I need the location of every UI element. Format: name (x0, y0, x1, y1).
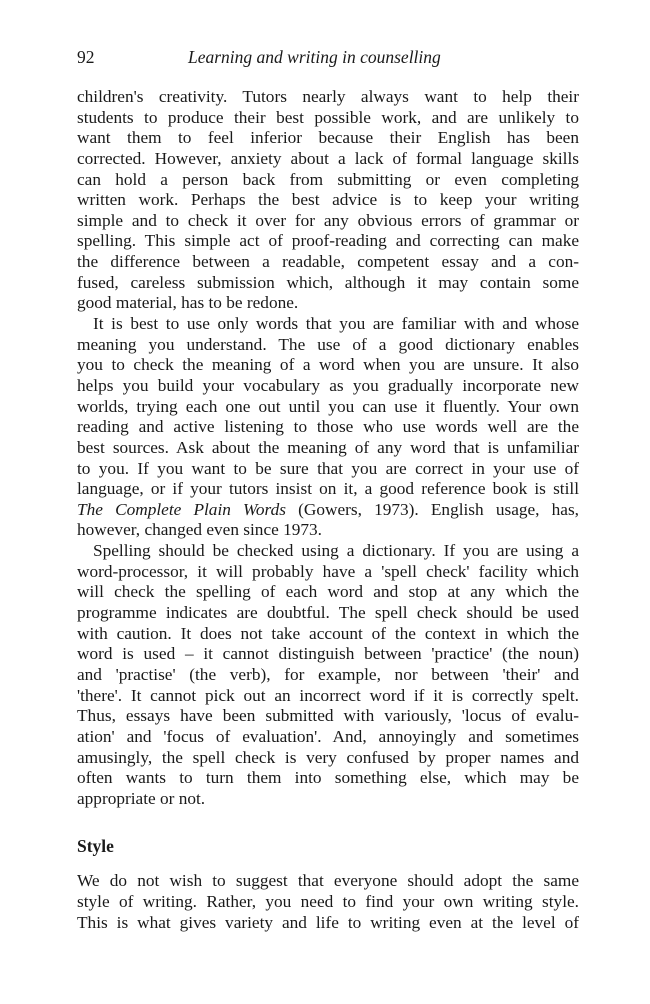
paragraph (77, 314, 579, 541)
text-line: fused, careless submission which, although it may contain some (77, 272, 579, 292)
citation-text: (Gowers, 1973). English usage, has, (285, 499, 579, 519)
paragraph (77, 87, 579, 314)
text-line: want them to feel inferior because their English has been (77, 128, 579, 148)
book-title: The Complete Plain Words (77, 499, 286, 519)
text-line: programme indicates are doubtful. The spell check should be used (77, 603, 579, 623)
section-heading: Style (77, 836, 114, 857)
text-line: language, or if your tutors insist on it, a good reference book is still (77, 479, 579, 499)
text-line: can hold a person back from submitting or even completing (77, 169, 579, 189)
text-line: worlds, trying each one out until you can use it fluently. Your own (77, 396, 579, 416)
text-line: This is what gives variety and life to writing even at the level of (77, 912, 579, 932)
text-line: students to produce their best possible work, and are unlikely to (77, 107, 579, 127)
text-line: often wants to turn them into something else, which may be (77, 768, 579, 788)
paragraph (77, 541, 579, 809)
book-page (77, 45, 579, 933)
text-line: the difference between a readable, competent essay and a con- (77, 252, 579, 272)
running-head (77, 45, 579, 69)
text-line: children's creativity. Tutors nearly always want to help their (77, 87, 579, 106)
text-line: good material, has to be redone. (77, 293, 299, 313)
text-line: helps you build your vocabulary as you gradually incorporate new (77, 375, 579, 395)
running-title: Learning and writing in counselling (188, 47, 441, 67)
text-line: simple and to check it over for any obvious errors of grammar or (77, 210, 579, 230)
text-line: spelling. This simple act of proof-reading and correcting can make (77, 231, 579, 251)
text-line: appropriate or not. (77, 788, 206, 808)
text-line: you to check the meaning of a word when you are unsure. It also (77, 355, 579, 375)
text-line: We do not wish to suggest that everyone should adopt the same (77, 871, 579, 891)
style-section (77, 835, 579, 933)
text-line: It is best to use only words that you are familiar with and whose (93, 314, 579, 334)
text-line: best sources. Ask about the meaning of any word that is unfamiliar (77, 437, 579, 457)
text-line: will check the spelling of each word and stop at any which the (77, 582, 579, 602)
text-line: however, changed even since 1973. (77, 520, 322, 540)
text-line: written work. Perhaps the best advice is to keep your writing (77, 190, 579, 210)
text-line: amusingly, the spell check is very confused by proper names and (77, 747, 579, 767)
text-line: reading and active listening to those who use words well are the (77, 417, 579, 437)
text-line: and 'practise' (the verb), for example, nor between 'their' and (77, 664, 579, 684)
text-line: with caution. It does not take account of the context in which the (77, 623, 579, 643)
text-line: Spelling should be checked using a dictionary. If you are using a (93, 541, 579, 561)
section-text (77, 871, 579, 933)
text-line: corrected. However, anxiety about a lack of formal language skills (77, 148, 579, 168)
text-line (77, 500, 579, 521)
text-line: Thus, essays have been submitted with variously, 'locus of evalu- (77, 706, 579, 726)
body-text (77, 87, 579, 809)
text-line: word is used – it cannot distinguish between 'practice' (the noun) (77, 644, 579, 664)
text-line: style of writing. Rather, you need to find your own writing style. (77, 892, 579, 912)
text-line: to you. If you want to be sure that you are correct in your use of (77, 458, 579, 478)
text-line: word-processor, it will probably have a 'spell check' facility which (77, 561, 579, 581)
text-line: meaning you understand. The use of a good dictionary enables (77, 334, 579, 354)
text-line: ation' and 'focus of evaluation'. And, annoyingly and sometimes (77, 726, 579, 746)
page-number: 92 (77, 47, 95, 67)
text-line: 'there'. It cannot pick out an incorrect word if it is correctly spelt. (77, 685, 579, 705)
